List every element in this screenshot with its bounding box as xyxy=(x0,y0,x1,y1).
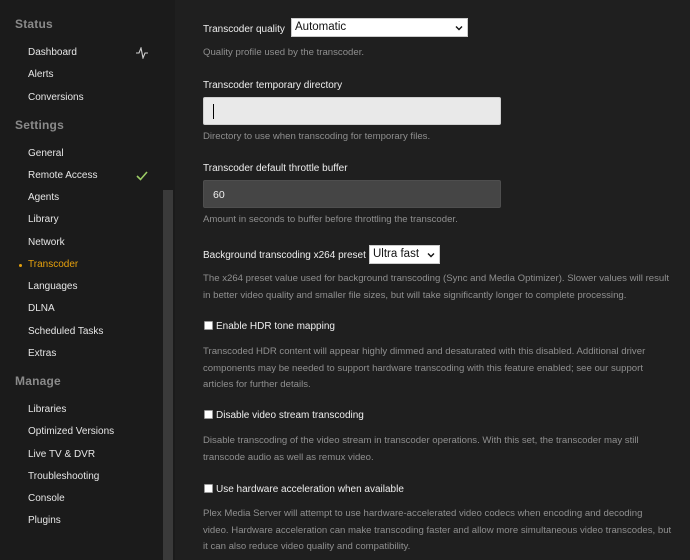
preset-help-line-2: in better video quality and smaller file sizes, but will take significantly longer to complete processing. xyxy=(203,290,627,301)
hdr-help-line-3: articles for further details. xyxy=(203,379,311,390)
hw-accel-help-line-3: it can also reduce video quality and compatibility. xyxy=(203,541,411,552)
hdr-label: Enable HDR tone mapping xyxy=(216,321,335,332)
transcoder-settings-panel xyxy=(175,0,690,560)
sidebar-item-dashboard[interactable]: Dashboard xyxy=(28,47,77,58)
throttle-input[interactable]: 60 xyxy=(203,180,501,208)
sidebar-item-optimized-versions[interactable]: Optimized Versions xyxy=(28,426,115,437)
sidebar-scrollbar-track[interactable] xyxy=(163,190,173,560)
sidebar-item-plugins[interactable]: Plugins xyxy=(28,515,61,526)
sidebar-item-libraries[interactable]: Libraries xyxy=(28,404,67,415)
check-icon xyxy=(136,170,148,182)
quality-help: Quality profile used by the transcoder. xyxy=(203,47,365,58)
sidebar-item-library[interactable]: Library xyxy=(28,214,59,225)
section-title-status: Status xyxy=(15,17,53,31)
tmpdir-label: Transcoder temporary directory xyxy=(203,80,343,91)
sidebar-item-languages[interactable]: Languages xyxy=(28,281,78,292)
quality-select-value: Automatic xyxy=(295,21,347,33)
active-bullet-icon xyxy=(19,264,22,267)
sidebar-item-extras[interactable]: Extras xyxy=(28,348,57,359)
preset-label: Background transcoding x264 preset xyxy=(203,250,366,261)
hw-accel-help-line-2: video. Hardware acceleration can make transcoding faster and allow more simultaneous video transcodes, but xyxy=(203,525,672,536)
quality-label: Transcoder quality xyxy=(203,24,285,35)
throttle-help: Amount in seconds to buffer before throttling the transcoder. xyxy=(203,214,458,225)
section-title-manage: Manage xyxy=(15,374,61,388)
sidebar-item-remote-access[interactable]: Remote Access xyxy=(28,170,98,181)
hw-accel-label: Use hardware acceleration when available xyxy=(216,484,404,495)
tmpdir-input[interactable] xyxy=(203,97,501,125)
sidebar xyxy=(0,0,175,560)
sidebar-item-general[interactable]: General xyxy=(28,148,64,159)
sidebar-item-troubleshooting[interactable]: Troubleshooting xyxy=(28,471,100,482)
sidebar-item-dlna[interactable]: DLNA xyxy=(28,303,55,314)
disable-video-help-line-2: transcode audio as well as remux video. xyxy=(203,452,374,463)
hdr-checkbox[interactable] xyxy=(204,321,213,330)
hw-accel-help-line-1: Plex Media Server will attempt to use hardware-accelerated video codecs when encoding and decoding xyxy=(203,508,643,519)
throttle-label: Transcoder default throttle buffer xyxy=(203,163,348,174)
preset-select-value: Ultra fast xyxy=(373,248,420,260)
section-title-settings: Settings xyxy=(15,118,64,132)
sidebar-item-network[interactable]: Network xyxy=(28,237,65,248)
sidebar-item-scheduled-tasks[interactable]: Scheduled Tasks xyxy=(28,326,104,337)
hdr-help-line-1: Transcoded HDR content will appear highly dimmed and desaturated with this disabled. Additional driver xyxy=(203,346,646,357)
disable-video-label: Disable video stream transcoding xyxy=(216,410,364,421)
text-caret xyxy=(213,104,214,119)
hw-accel-checkbox[interactable] xyxy=(204,484,213,493)
preset-select[interactable] xyxy=(369,245,440,264)
chevron-down-icon xyxy=(455,24,463,32)
disable-video-help-line-1: Disable transcoding of the video stream in transcoder operations. With this set, the transcoder may still xyxy=(203,435,639,446)
sidebar-item-alerts[interactable]: Alerts xyxy=(28,69,54,80)
sidebar-item-agents[interactable]: Agents xyxy=(28,192,60,203)
sidebar-scrollbar-thumb[interactable] xyxy=(163,190,173,560)
activity-icon xyxy=(136,47,148,59)
disable-video-checkbox[interactable] xyxy=(204,410,213,419)
chevron-down-icon xyxy=(427,251,435,259)
preset-help-line-1: The x264 preset value used for background transcoding (Sync and Media Optimizer). Slower values will result xyxy=(203,273,670,284)
hdr-help-line-2: components may be needed to support hardware transcoding with this feature enabled; see our support xyxy=(203,363,643,374)
sidebar-item-console[interactable]: Console xyxy=(28,493,65,504)
quality-select[interactable] xyxy=(291,18,468,37)
sidebar-item-live-tv-dvr[interactable]: Live TV & DVR xyxy=(28,449,96,460)
sidebar-item-transcoder[interactable]: Transcoder xyxy=(28,259,79,270)
sidebar-item-conversions[interactable]: Conversions xyxy=(28,92,84,103)
tmpdir-help: Directory to use when transcoding for temporary files. xyxy=(203,131,431,142)
